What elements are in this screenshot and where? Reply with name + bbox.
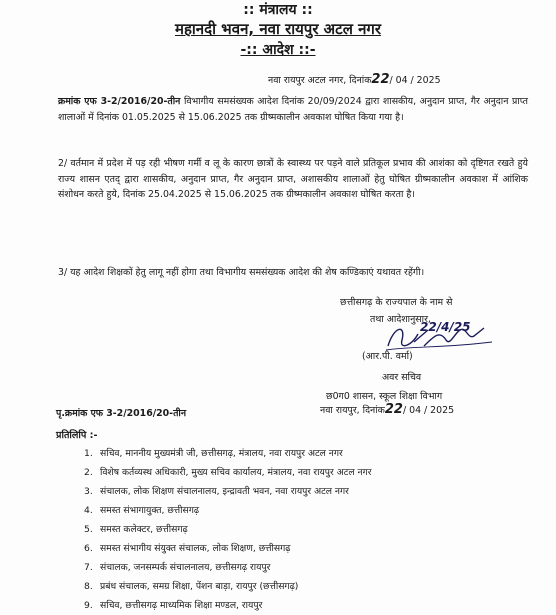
endorsement-place: नवा रायपुर, दिनांक bbox=[320, 405, 385, 416]
signatory-designation: अवर सचिव bbox=[382, 372, 422, 383]
signature-date-handwritten: 22/4/25 bbox=[420, 320, 471, 334]
copy-to-heading: प्रतिलिपि :- bbox=[56, 430, 98, 441]
list-item: 7. संचालक, जनसम्पर्क संचालनालय, छत्तीसगढ़ रायपुर bbox=[84, 562, 271, 573]
endorsement-date bbox=[320, 402, 454, 417]
date-place: नवा रायपुर अटल नगर, दिनांक bbox=[268, 75, 372, 86]
list-item: 9. सचिव, छत्तीसगढ़ माध्यमिक शिक्षा मण्डल, रायपुर bbox=[84, 600, 263, 611]
endorsement-number: पृ.क्रमांक एफ 3-2/2016/20-तीन bbox=[56, 408, 187, 419]
paragraph-3: 3/ यह आदेश शिक्षकों हेतु लागू नहीं होगा तथा विभागीय समसंख्यक आदेश की शेष कण्डिकाएं यथावत रहेंगी। bbox=[58, 267, 425, 278]
paragraph-1 bbox=[58, 94, 528, 125]
endorsement-date-rest: / 04 / 2025 bbox=[402, 405, 455, 416]
list-item: 5. समस्त कलेक्टर, छत्तीसगढ़ bbox=[84, 524, 188, 535]
list-item: 4. समस्त संभागायुक्त, छत्तीसगढ़ bbox=[84, 505, 200, 516]
date-line bbox=[268, 72, 441, 87]
signature-authority-line: छत्तीसगढ़ के राज्यपाल के नाम से bbox=[340, 297, 453, 308]
signatory-department: छ0ग0 शासन, स्कूल शिक्षा विभाग bbox=[326, 391, 443, 402]
endorsement-day-handwritten: 22 bbox=[384, 402, 403, 417]
ministry-heading: :: मंत्रालय :: bbox=[243, 2, 313, 18]
signature-order-line: तथा आदेशानुसार, bbox=[370, 314, 431, 325]
date-day-handwritten: 22 bbox=[371, 72, 390, 87]
order-number: क्रमांक एफ 3-2/2016/20-तीन bbox=[58, 96, 181, 107]
paragraph-1-text: विभागीय समसंख्यक आदेश दिनांक 20/09/2024 द्वारा शासकीय, अनुदान प्राप्त, गैर अनुदान प्राप्त शालाओं में दिनांक 01.05.2025 से 15.06.2025 तक ग्रीष्मकालीन अवकाश घोषित किया गया है। bbox=[58, 96, 528, 123]
recipient-list bbox=[84, 444, 372, 615]
list-item: 3. संचालक, लोक शिक्षण संचालनालय, इन्द्रावती भवन, नवा रायपुर अटल नगर bbox=[84, 486, 349, 497]
date-rest: / 04 / 2025 bbox=[389, 75, 441, 86]
list-item: 2. विशेष कर्तव्यस्थ अधिकारी, मुख्य सचिव कार्यालय, मंत्रालय, नवा रायपुर अटल नगर bbox=[84, 467, 372, 478]
order-title: -:: आदेश ::- bbox=[240, 42, 316, 58]
paragraph-2: 2/ वर्तमान में प्रदेश में पड़ रही भीषण गर्मी व लू के कारण छात्रों के स्वास्थ्य पर पड़ने वाले प्रतिकूल प्रभाव की आशंका को दृष्टिगत रखते हुये राज्य शासन एतद् द्वारा शासकीय, अनुदान प्राप्त, गैर अनुदान प्राप्त, अशासकीय शालाओं हेतु घोषित ग्रीष्मकालीन अवकाश में आंशिक संशोधन करते हुये, दिनांक 25.04.2025 से 15.06.2025 तक ग्रीष्मकालीन अवकाश घोषित करता है। bbox=[58, 158, 528, 200]
list-item: 6. समस्त संभागीय संयुक्त संचालक, लोक शिक्षण, छत्तीसगढ़ bbox=[84, 543, 291, 554]
signatory-name: (आर.पी. वर्मा) bbox=[362, 351, 413, 362]
list-item: 8. प्रबंध संचालक, समग्र शिक्षा, पेंशन बाड़ा, रायपुर (छत्तीसगढ़) bbox=[84, 581, 299, 592]
building-heading: महानदी भवन, नवा रायपुर अटल नगर bbox=[174, 20, 382, 38]
list-item: 1. सचिव, माननीय मुख्यमंत्री जी, छत्तीसगढ़, मंत्रालय, नवा रायपुर अटल नगर bbox=[84, 448, 343, 459]
